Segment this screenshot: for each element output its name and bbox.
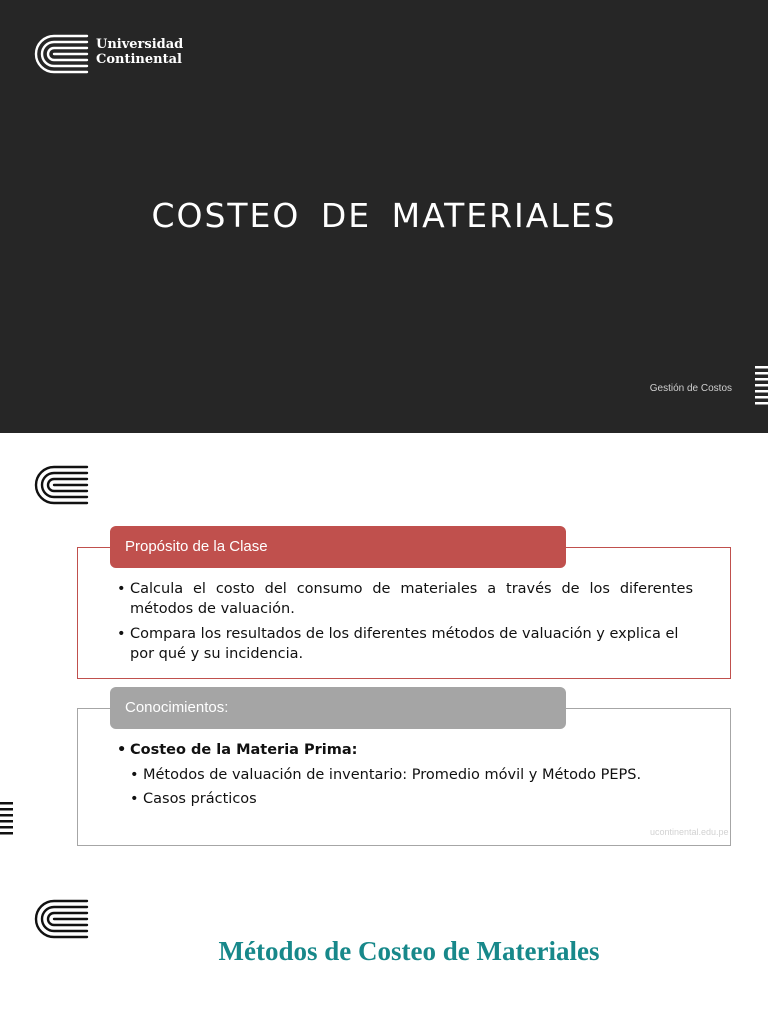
brand-name [96, 37, 183, 67]
bullet-icon: • [117, 581, 126, 597]
slide-methods [0, 873, 768, 1024]
knowledge-sub-bullet [130, 765, 706, 785]
university-logo-icon [33, 898, 89, 940]
brand-line-2: Continental [96, 52, 182, 67]
stripes-icon [0, 802, 13, 840]
bullet-text: Compara los resultados de los diferentes métodos de valuación y explica el por qué y su incidencia. [130, 626, 679, 662]
purpose-bullet [117, 624, 693, 664]
purpose-bullet [117, 579, 693, 619]
bullet-text: Casos prácticos [143, 791, 257, 807]
bullet-icon: • [117, 626, 126, 642]
knowledge-main-bullet [117, 740, 693, 760]
bullet-icon: • [117, 742, 127, 758]
watermark: ucontinental.edu.pe [650, 827, 729, 837]
bullet-icon: • [130, 791, 139, 807]
slide-title: Métodos de Costeo de Materiales [218, 936, 600, 966]
slide-title: COSTEO DE MATERIALES [151, 196, 617, 235]
slide-purpose [0, 433, 768, 873]
brand-line-1: Universidad [96, 37, 184, 52]
bullet-icon: • [130, 767, 139, 783]
stripes-icon [755, 366, 768, 406]
knowledge-title: Conocimientos: [110, 687, 566, 729]
bullet-text: Métodos de valuación de inventario: Promedio móvil y Método PEPS. [143, 767, 642, 783]
bullet-text: Calcula el costo del consumo de materiales a través de los diferentes métodos de valuación. [130, 581, 693, 617]
purpose-title: Propósito de la Clase [110, 526, 566, 568]
course-name: Gestión de Costos [649, 383, 732, 394]
bullet-text: Costeo de la Materia Prima: [130, 742, 358, 758]
knowledge-sub-bullet [130, 789, 706, 809]
slide-cover [0, 0, 768, 433]
university-logo-icon [33, 464, 89, 506]
university-logo-icon [33, 33, 89, 75]
